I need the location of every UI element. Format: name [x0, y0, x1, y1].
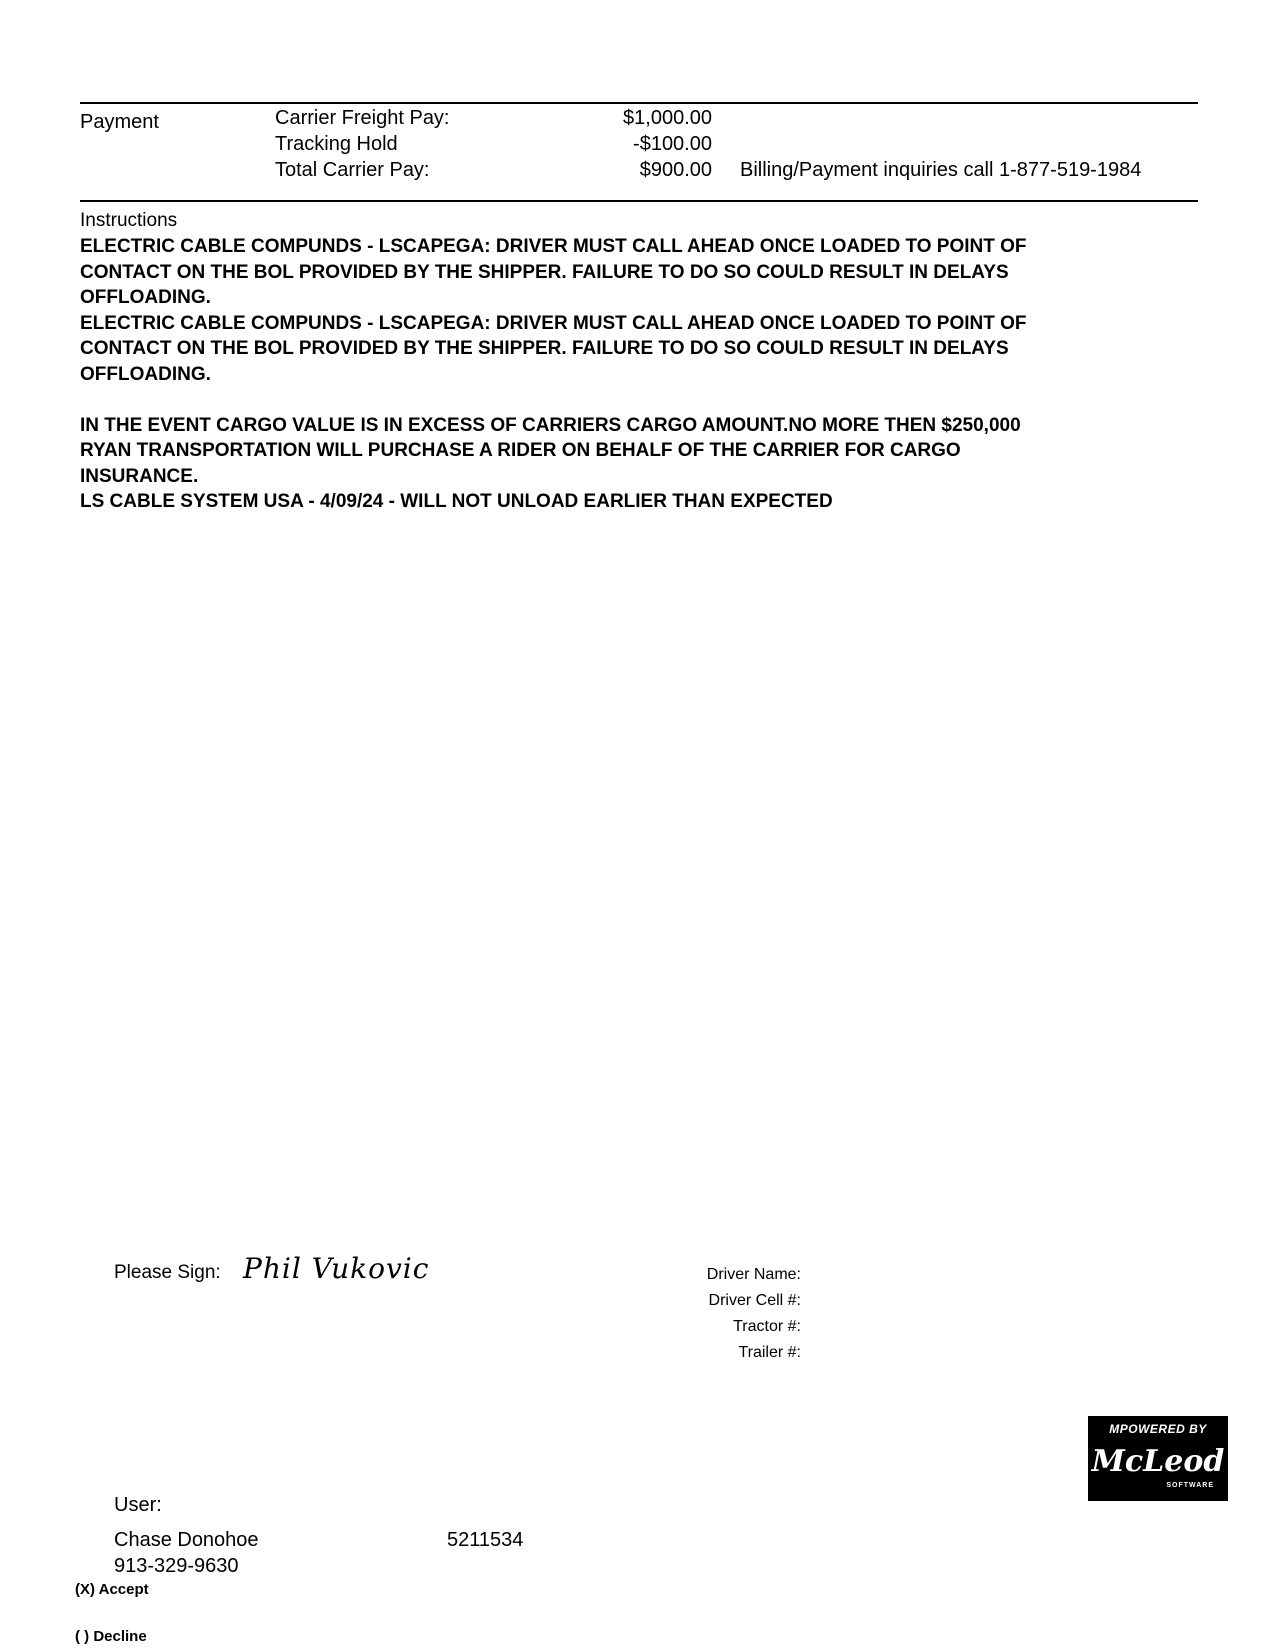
driver-cell-label: Driver Cell #:	[708, 1292, 801, 1309]
instruction-paragraph: LS CABLE SYSTEM USA - 4/09/24 - WILL NOT UNLOAD EARLIER THAN EXPECTED	[80, 491, 833, 512]
instructions-body	[80, 234, 1190, 515]
trailer-label: Trailer #:	[738, 1344, 801, 1361]
decline-option[interactable]: ( ) Decline	[75, 1628, 147, 1645]
instructions-title: Instructions	[80, 210, 178, 231]
payment-label: Payment	[80, 111, 159, 133]
instruction-paragraph: ELECTRIC CABLE COMPUNDS - LSCAPEGA: DRIVER MUST CALL AHEAD ONCE LOADED TO POINT OF CONTACT ON THE BOL PROVIDED BY THE SHIPPER. FAILURE TO DO SO COULD RESULT IN DELAYS OFFLOADING.	[80, 312, 1027, 385]
billing-inquiry-text: Billing/Payment inquiries call 1-877-519-1984	[740, 159, 1142, 181]
top-divider	[80, 102, 1198, 104]
total-carrier-pay-label: Total Carrier Pay:	[275, 159, 430, 181]
user-name: Chase Donohoe	[114, 1529, 259, 1551]
user-label: User:	[114, 1494, 162, 1516]
carrier-freight-pay-label: Carrier Freight Pay:	[275, 107, 450, 129]
mcleod-logo	[1088, 1416, 1228, 1501]
user-id: 5211534	[447, 1529, 524, 1551]
instruction-paragraph: ELECTRIC CABLE COMPUNDS - LSCAPEGA: DRIVER MUST CALL AHEAD ONCE LOADED TO POINT OF CONTACT ON THE BOL PROVIDED BY THE SHIPPER. FAILURE TO DO SO COULD RESULT IN DELAYS OFFLOADING.	[80, 236, 1027, 308]
tractor-label: Tractor #:	[733, 1318, 801, 1335]
logo-tagline: MPOWERED BY	[1109, 1422, 1207, 1436]
total-carrier-pay-amount: $900.00	[639, 159, 712, 181]
carrier-freight-pay-amount: $1,000.00	[623, 107, 712, 129]
instruction-paragraph: IN THE EVENT CARGO VALUE IS IN EXCESS OF CARRIERS CARGO AMOUNT.NO MORE THEN $250,000 RYAN TRANSPORTATION WILL PURCHASE A RIDER ON BEHALF OF THE CARRIER FOR CARGO INSURANCE.	[80, 414, 1021, 487]
tracking-hold-label: Tracking Hold	[275, 133, 398, 155]
accept-option[interactable]: (X) Accept	[75, 1581, 149, 1598]
please-sign-label: Please Sign:	[114, 1262, 221, 1283]
tracking-hold-amount: -$100.00	[633, 133, 712, 155]
signature-value: Phil Vukovic	[243, 1252, 430, 1285]
user-phone: 913-329-9630	[114, 1555, 239, 1577]
logo-brand: McLeod	[1091, 1444, 1225, 1479]
driver-name-label: Driver Name:	[706, 1266, 801, 1283]
payment-divider	[80, 200, 1198, 202]
logo-subtext: SOFTWARE	[1166, 1482, 1214, 1489]
